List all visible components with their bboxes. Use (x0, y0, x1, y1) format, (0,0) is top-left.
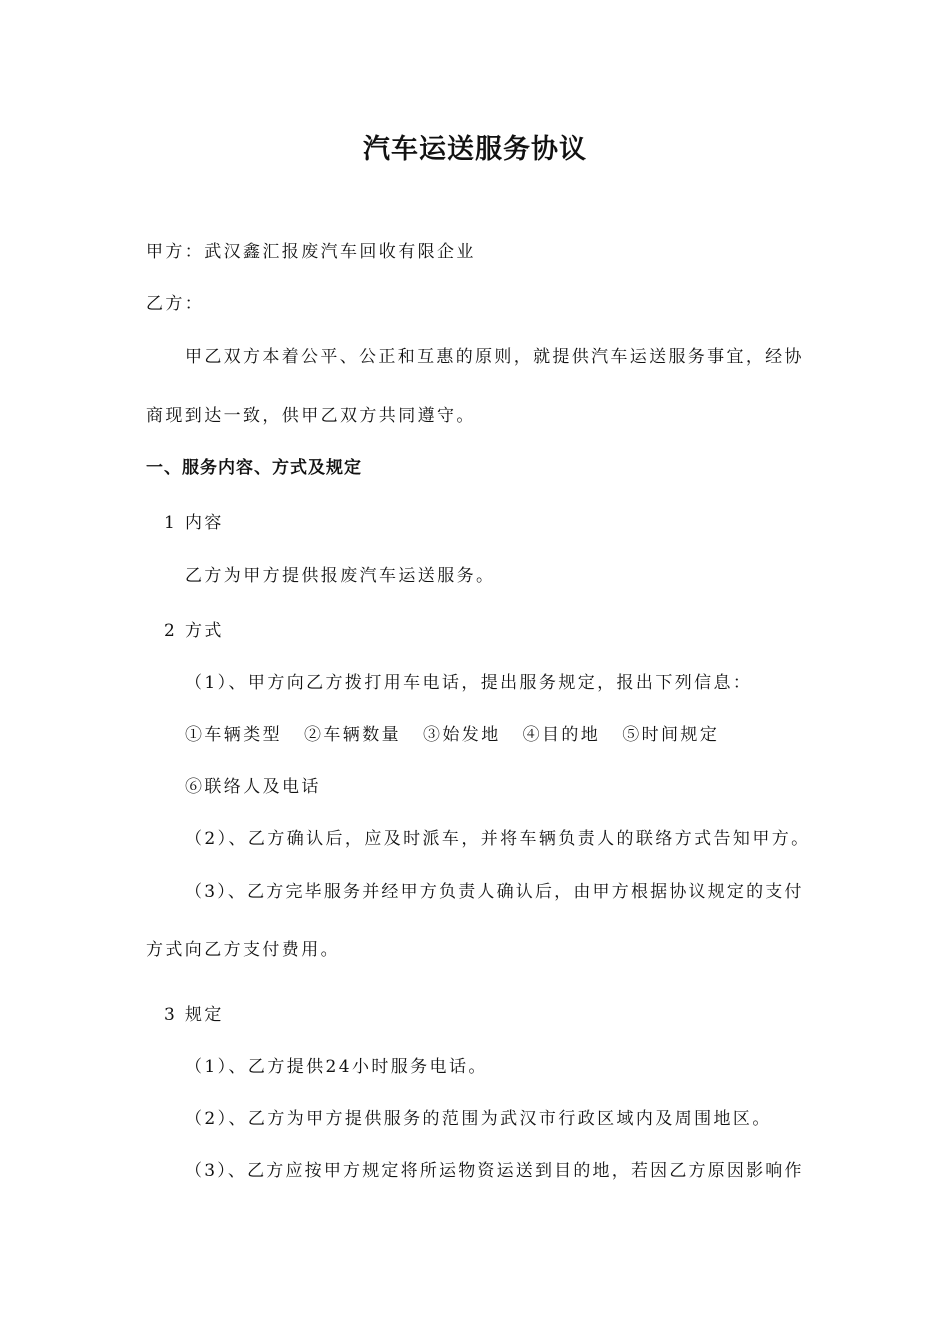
preamble-line-1: 甲乙双方本着公平、公正和互惠的原则，就提供汽车运送服务事宜，经协 (185, 347, 803, 367)
method-label: 2 方式 (164, 621, 224, 641)
info-items-row (185, 723, 719, 747)
rules-item-1: （1）、乙方提供24小时服务电话。 (185, 1057, 488, 1077)
rules-item-2: （2）、乙方为甲方提供服务的范围为武汉市行政区域内及周围地区。 (185, 1109, 772, 1129)
info-item: ①车辆类型 (185, 725, 282, 745)
content-text: 乙方为甲方提供报废汽车运送服务。 (185, 566, 496, 586)
rules-label: 3 规定 (164, 1005, 224, 1025)
info-item-6: ⑥联络人及电话 (185, 777, 321, 797)
method-item-1: （1）、甲方向乙方拨打用车电话，提出服务规定，报出下列信息： (185, 673, 753, 693)
rules-item-3: （3）、乙方应按甲方规定将所运物资运送到目的地，若因乙方原因影响作 (185, 1161, 803, 1181)
info-item: ④目的地 (522, 725, 601, 745)
method-item-3-line-1: （3）、乙方完毕服务并经甲方负责人确认后，由甲方根据协议规定的支付 (185, 882, 803, 902)
document-title: 汽车运送服务协议 (363, 134, 587, 165)
info-item: ②车辆数量 (304, 725, 401, 745)
party-b: 乙方： (146, 294, 205, 314)
info-item: ③始发地 (423, 725, 501, 745)
preamble-line-2: 商现到达一致，供甲乙双方共同遵守。 (146, 406, 476, 426)
method-item-2: （2）、乙方确认后，应及时派车，并将车辆负责人的联络方式告知甲方。 (185, 829, 811, 849)
method-item-3-line-2: 方式向乙方支付费用。 (146, 940, 340, 960)
info-item: ⑤时间规定 (622, 725, 720, 745)
section-1-heading: 一、服务内容、方式及规定 (146, 458, 362, 478)
content-label: 1 内容 (164, 513, 224, 533)
party-a: 甲方：武汉鑫汇报废汽车回收有限企业 (146, 242, 476, 262)
